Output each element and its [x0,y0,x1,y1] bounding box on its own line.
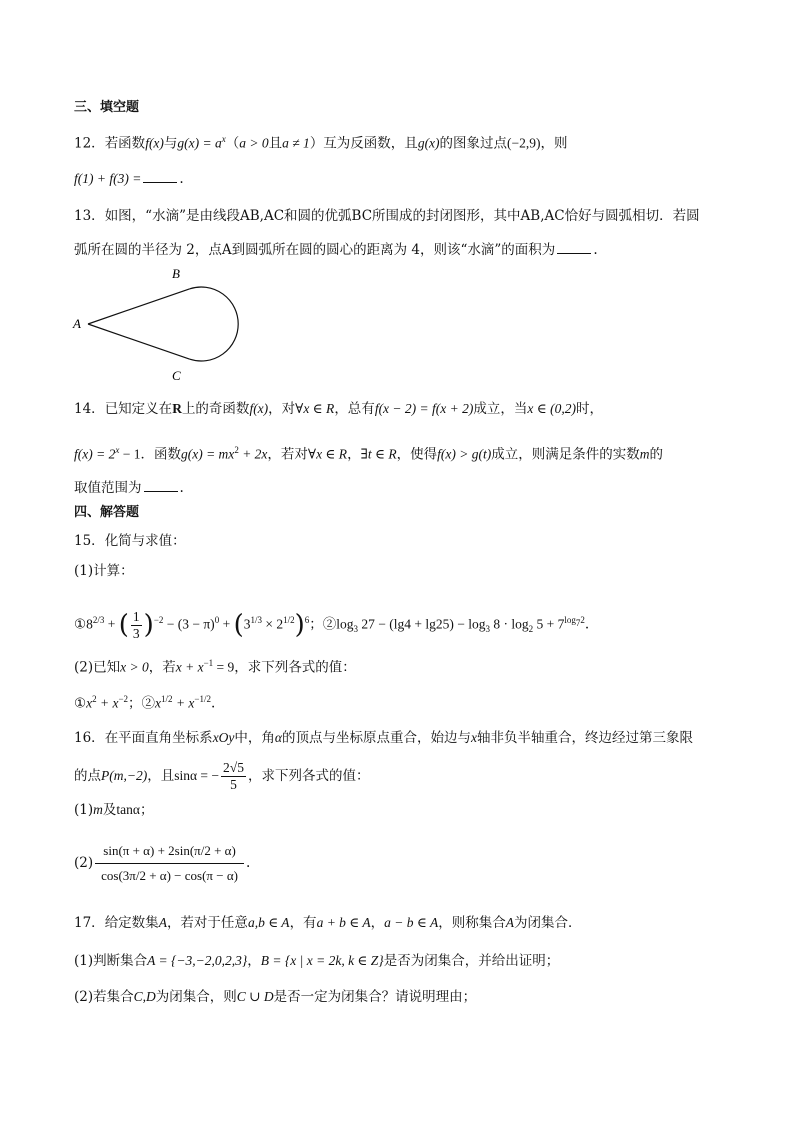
q15-part2-label: (2)已知x > 0，若$x + x^{-1} = 9$，求下列各式的值： [74,658,356,676]
q12-line2: f(1) + f(3) = . [74,171,184,187]
q15-part1-expr: $①8^{2/3}$ + ( $\frac{1}{3}$ )$^{-2} - (3 - \pi)^0 + (3^{1/3} \times 2^{1/2})^6$；$②\log_3$ $27 - (\lg 4 + \lg 25) - \log_3 8 \cdot \log_2 5 + 7^{log_72}$. [74,608,590,641]
q16-number: 16． [74,730,105,746]
q17-number: 17． [74,915,105,931]
q16-line1: 16．在平面直角坐标系xOy中，角α的顶点与坐标原点重合，始边与x轴非负半轴重合，终边经过第三象限 [74,730,694,746]
q12-number: 12． [74,135,105,152]
answer-blank [143,170,177,183]
q14-number: 14． [74,401,105,417]
label-a: A [73,316,81,331]
q15-part2-expr: $①x^2 + x^{-2}$；$②x^{1/2} + x^{-1/2}$. [74,694,216,712]
fraction: $\frac{\sin(\pi + \alpha) + 2\sin(\pi/2 + \alpha)}{\cos(3\pi/2 + \alpha) - \cos(\pi - \alpha)}$ [95,839,244,888]
fraction: $\frac{1}{3}$ [132,608,140,641]
q17-line1: 17．给定数集A，若对于任意a,b ∈ A，有a + b ∈ A，a − b ∈ A，则称集合A为闭集合． [74,915,582,931]
water-drop-figure [70,264,250,384]
q15-number: 15． [74,533,105,549]
q16-part1: (1)m及tanα； [74,802,154,818]
q13-number: 13． [74,208,105,224]
fraction: $\frac{2√5}{5}$ [223,760,244,792]
answer-blank [144,479,178,492]
section-heading-fill-in: 三、填空题 [74,100,140,115]
q13-line2: 弧所在圆的半径为 2，点A到圆弧所在圆的圆心的距离为 4，则该“水滴”的面积为 . [74,242,598,258]
q16-part2: (2) $\frac{\sin(\pi + \alpha) + 2\sin(\pi/2 + \alpha)}{\cos(3\pi/2 + \alpha) - \cos(\pi - \alpha)}$ . [74,836,734,892]
q15-title: 15．化简与求值： [74,533,186,549]
q13-line1: 13．如图，“水滴”是由线段AB,AC和圆的优弧BC所围成的封闭图形，其中AB,AC恰好与圆弧相切．若圆 [74,208,700,224]
q14-line2: $f(x) = 2^x - 1$．函数$g(x) = mx^2 + 2x$，若对∀x ∈ R，∃t ∈ R，使得f(x) > g(t)成立，则满足条件的实数m的 [74,445,663,463]
segment-ab [88,289,190,324]
q17-part2: (2)若集合C,D为闭集合，则C ∪ D是否一定为闭集合？请说明理由； [74,989,477,1005]
q12-line1: 12．若函数f(x)与$g(x) = a^x(a > 0$且a ≠ 1）互为反函数，且g(x)的图象过点(−2,9)，则 [74,134,568,152]
q15-part1-label: (1)计算： [74,563,134,579]
q17-part1: (1)判断集合A = {−3,−2,0,2,3}，B = {x | x = 2k, k ∈ Z}是否为闭集合，并给出证明； [74,953,560,969]
q16-line2: 的点P(m,−2)，且sinα = − $\frac{2√5}{5}$ ，求下列各式的值： [74,760,370,792]
q14-line1: 14．已知定义在R上的奇函数f(x)，对∀x ∈ R，总有f(x − 2) = f(x + 2)成立，当x ∈ (0,2)时， [74,401,603,417]
label-b: B [172,266,180,281]
segment-ac [88,324,190,359]
q14-line3: 取值范围为 . [74,480,184,496]
section-heading-answer: 四、解答题 [74,505,140,520]
arc-bc [190,287,238,361]
label-c: C [172,368,181,383]
answer-blank [557,241,591,254]
